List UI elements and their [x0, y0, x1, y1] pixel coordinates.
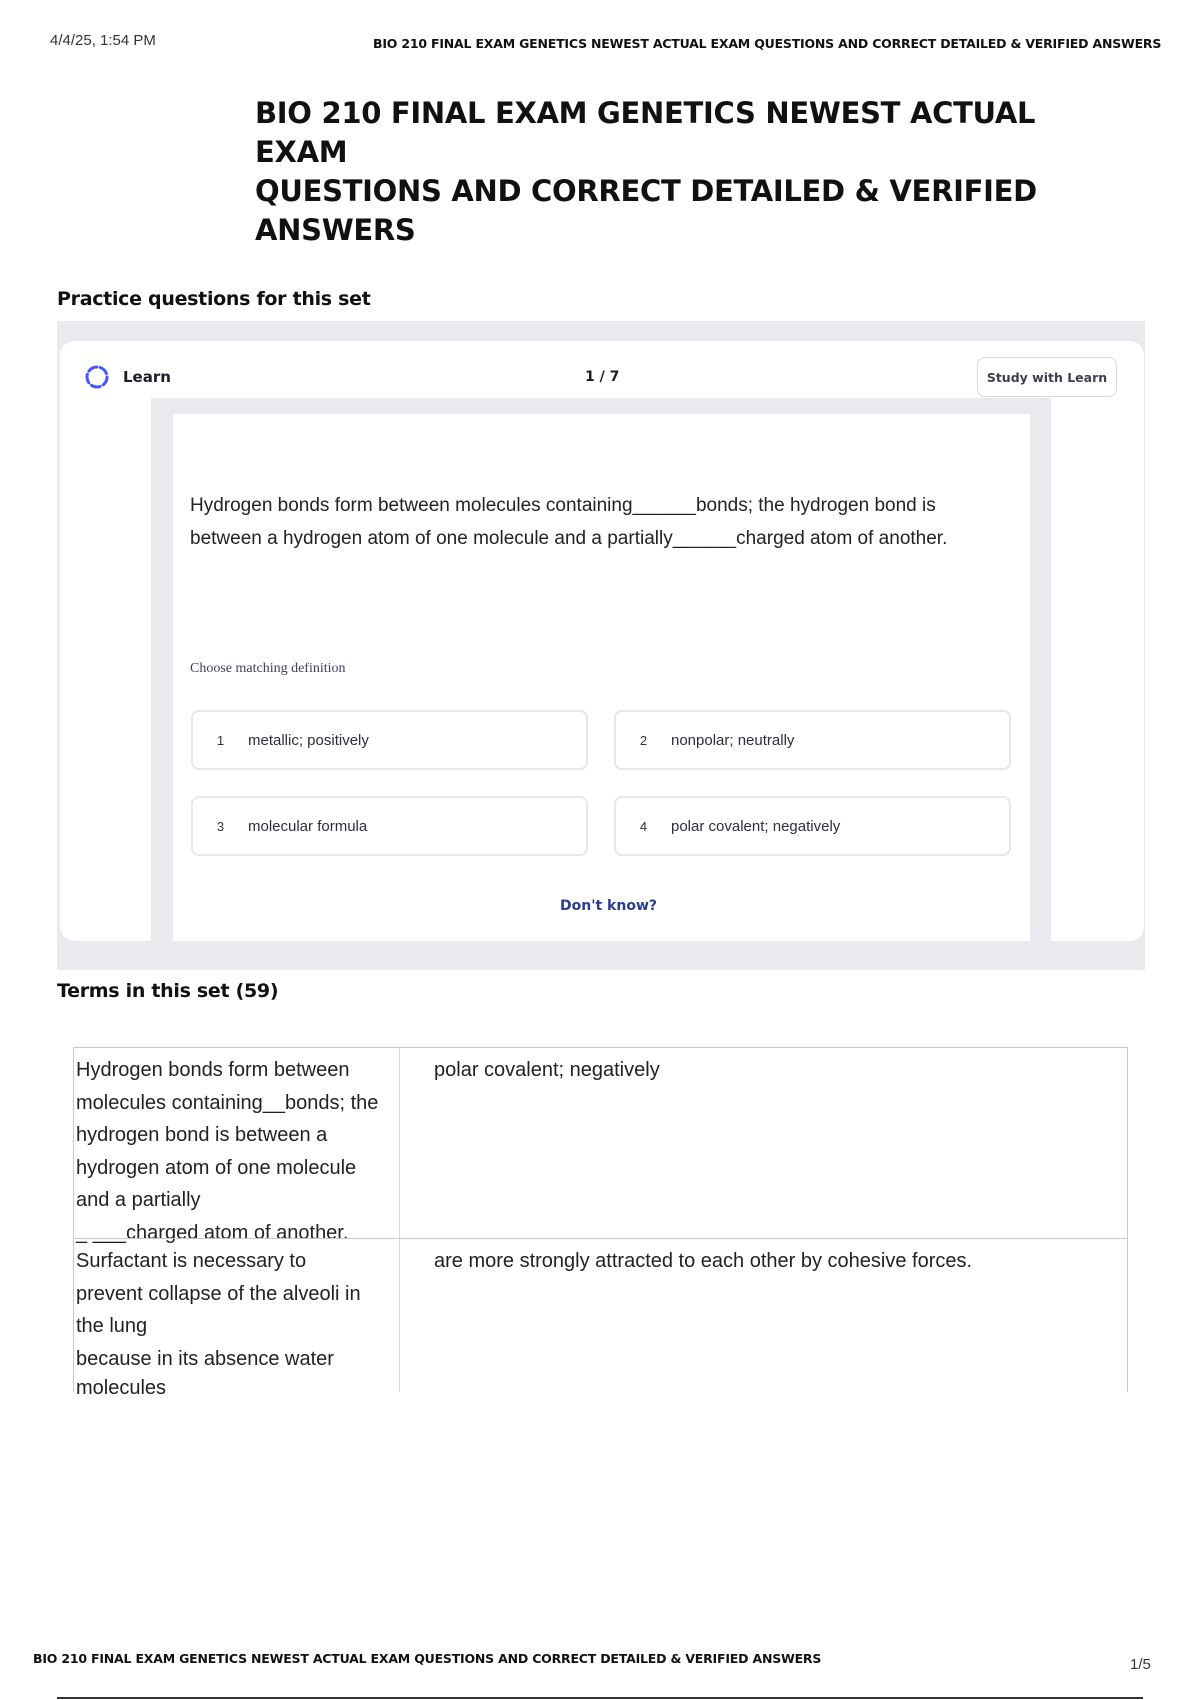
- print-running-title: BIO 210 FINAL EXAM GENETICS NEWEST ACTUAL EXAM QUESTIONS AND CORRECT DETAILED & VERIFIED ANSWERS: [373, 36, 1162, 51]
- terms-section-title: Terms in this set (59): [57, 980, 279, 1002]
- term-text: [76, 1245, 391, 1401]
- definition-text: are more strongly attracted to each other by cohesive forces.: [434, 1250, 973, 1272]
- term-row: [73, 1238, 1128, 1399]
- option-number: 2: [639, 732, 648, 748]
- choose-definition-label: Choose matching definition: [190, 661, 346, 676]
- study-with-learn-button[interactable]: Study with Learn: [977, 357, 1117, 397]
- document-title: [255, 94, 1115, 250]
- question-prompt: Hydrogen bonds form between molecules containing______bonds; the hydrogen bond is between a hydrogen atom of one molecule and a partially______charged atom of another.: [190, 495, 948, 549]
- answer-option-2[interactable]: [614, 710, 1011, 770]
- term-line: Surfactant is necessary to: [76, 1250, 307, 1272]
- column-divider: [399, 1239, 400, 1392]
- dont-know-link[interactable]: Don't know?: [560, 898, 658, 914]
- term-line: because in its absence water: [76, 1347, 334, 1370]
- option-number: 4: [639, 818, 648, 834]
- term-line: molecules containing__bonds; the: [76, 1091, 379, 1114]
- terms-table: [73, 1047, 1128, 1399]
- document-title-line-1: BIO 210 FINAL EXAM GENETICS NEWEST ACTUAL EXAM: [255, 96, 1036, 169]
- term-line: the lung: [76, 1315, 148, 1337]
- column-divider: [399, 1048, 400, 1238]
- definition-text: polar covalent; negatively: [434, 1059, 660, 1081]
- term-line: hydrogen atom of one molecule: [76, 1156, 357, 1179]
- page-number: 1/5: [1130, 1656, 1151, 1673]
- term-line: _ ___charged atom of another.: [76, 1221, 349, 1244]
- term-line: prevent collapse of the alveoli in: [76, 1282, 361, 1305]
- footer-divider: [57, 1697, 1143, 1699]
- option-text: polar covalent; negatively: [671, 817, 841, 835]
- option-text: molecular formula: [248, 817, 368, 835]
- question-progress: 1 / 7: [585, 369, 620, 385]
- term-row: [73, 1047, 1128, 1244]
- term-line: Hydrogen bonds form between: [76, 1059, 350, 1081]
- learn-spinner-icon: [84, 364, 110, 390]
- option-number: 3: [216, 818, 225, 834]
- learn-mode-label: Learn: [123, 368, 171, 386]
- term-text: [76, 1054, 391, 1249]
- document-title-line-2: QUESTIONS AND CORRECT DETAILED & VERIFIED ANSWERS: [255, 174, 1037, 247]
- answer-option-4[interactable]: [614, 796, 1011, 856]
- print-date-time: 4/4/25, 1:54 PM: [50, 32, 156, 49]
- footer-running-title: BIO 210 FINAL EXAM GENETICS NEWEST ACTUAL EXAM QUESTIONS AND CORRECT DETAILED & VERIFIED ANSWERS: [33, 1651, 822, 1666]
- term-line: and a partially: [76, 1189, 201, 1211]
- option-number: 1: [216, 732, 225, 748]
- practice-section-title: Practice questions for this set: [57, 288, 371, 310]
- answer-option-1[interactable]: [191, 710, 588, 770]
- term-line: molecules: [76, 1377, 167, 1399]
- option-text: metallic; positively: [248, 731, 369, 749]
- term-line: hydrogen bond is between a: [76, 1124, 328, 1146]
- option-text: nonpolar; neutrally: [671, 731, 795, 749]
- answer-option-3[interactable]: [191, 796, 588, 856]
